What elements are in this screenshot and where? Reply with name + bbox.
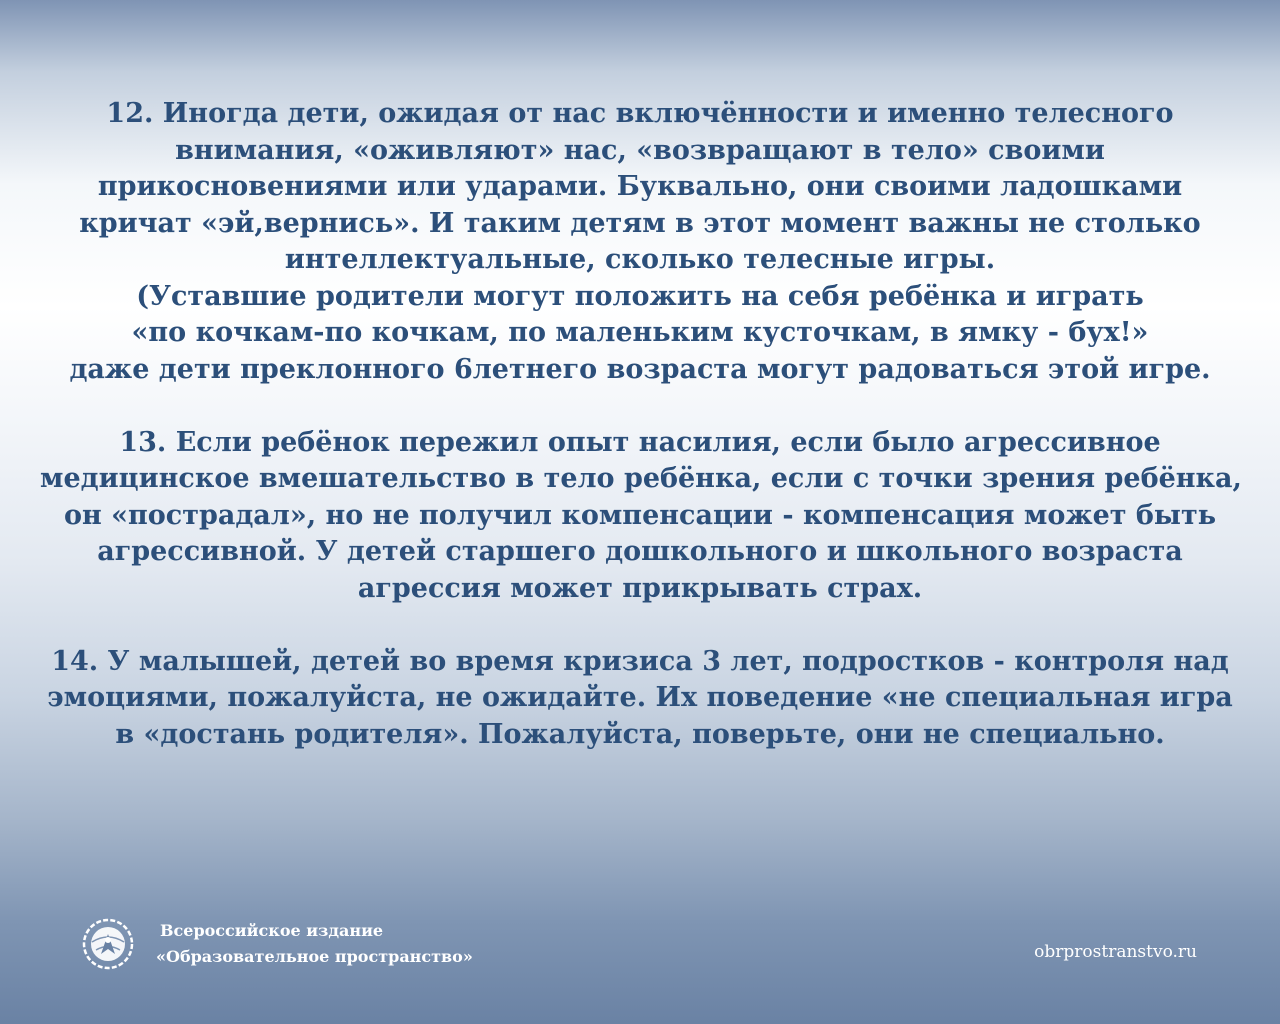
publisher-line-1: Всероссийское издание — [160, 921, 384, 940]
publisher-name — [156, 918, 473, 970]
text-line: интеллектуальные, сколько телесные игры. — [284, 244, 996, 275]
text-line: 12. Иногда дети, ожидая от нас включённости и именно телесного — [106, 98, 1174, 129]
paragraph-13 — [40, 425, 1240, 608]
paragraph-14 — [40, 644, 1240, 754]
text-line: эмоциями, пожалуйста, не ожидайте. Их поведение «не специальная игра — [47, 682, 1233, 713]
globe-book-icon — [82, 918, 134, 970]
main-text — [40, 96, 1240, 790]
text-line: (Уставшие родители могут положить на себя ребёнка и играть — [136, 280, 1144, 312]
paragraph-12 — [40, 96, 1240, 388]
website-link[interactable]: obrprostranstvo.ru — [1034, 942, 1197, 962]
text-line: он «пострадал», но не получил компенсации - компенсация может быть — [63, 499, 1217, 531]
publisher-line-2: «Образовательное пространство» — [156, 947, 473, 966]
text-line: «по кочкам-по кочкам, по маленьким кусточкам, в ямку - бух!» — [131, 317, 1149, 348]
text-line: кричат «эй,вернись». И таким детям в этот момент важны не столько — [79, 207, 1201, 239]
text-line: в «достань родителя». Пожалуйста, поверьте, они не специально. — [115, 718, 1165, 750]
text-line: 14. У малышей, детей во время кризиса 3 лет, подростков - контроля над — [51, 645, 1229, 677]
text-line: прикосновениями или ударами. Буквально, они своими ладошками — [97, 171, 1183, 202]
text-line: даже дети преклонного 6летнего возраста могут радоваться этой игре. — [69, 353, 1211, 385]
text-line: агрессивной. У детей старшего дошкольного и школьного возраста — [97, 536, 1183, 567]
text-line: медицинское вмешательство в тело ребёнка, если с точки зрения ребёнка, — [40, 463, 1242, 494]
text-line: 13. Если ребёнок пережил опыт насилия, если было агрессивное — [119, 426, 1161, 458]
text-line: агрессия может прикрывать страх. — [357, 572, 923, 604]
text-line: внимания, «оживляют» нас, «возвращают в тело» своими — [175, 134, 1105, 166]
